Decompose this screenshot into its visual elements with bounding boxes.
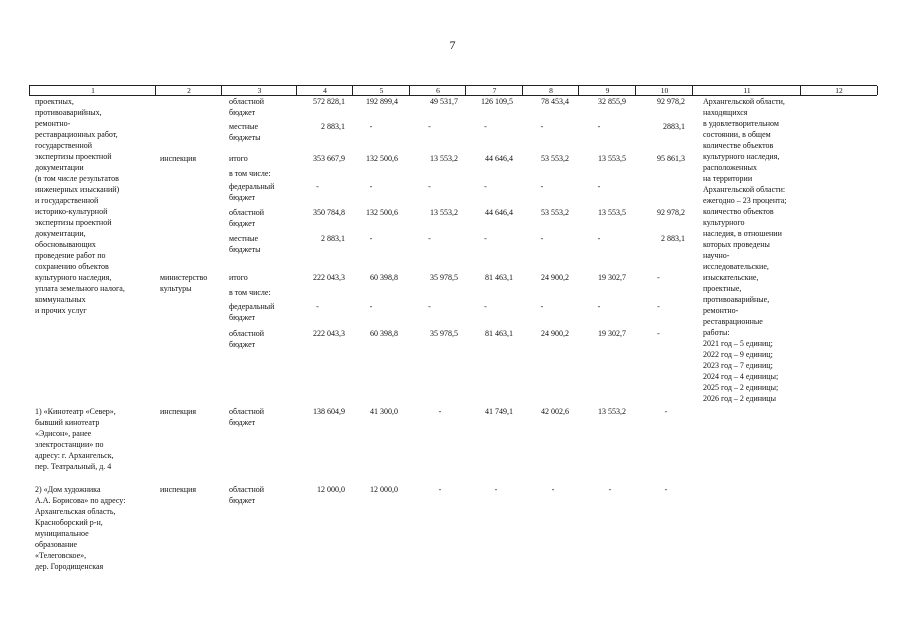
object-1-name: 1) «Кинотеатр «Север», бывший кинотеатр «Эдисон», ранее электростанции» по адресу: г. Архангельск, пер. Театральный, д. 4 [35, 407, 116, 471]
header-cell: 9 [578, 86, 636, 95]
budget-value: 35 978,5 [430, 329, 458, 338]
budget-value: - [369, 234, 373, 243]
budget-value: - [428, 122, 431, 131]
budget-value: - [597, 302, 601, 311]
budget-value: - [484, 302, 487, 311]
object-2-value: - [608, 485, 612, 494]
budget-row-label: областной бюджет [229, 97, 265, 117]
budget-value: - [540, 302, 544, 311]
object-2-value: - [438, 485, 442, 494]
budget-value: 13 553,2 [430, 208, 458, 217]
object-1-value: 42 002,6 [541, 407, 569, 416]
object-1-value: - [438, 407, 442, 416]
header-cell: 12 [800, 86, 878, 95]
budget-value: - [369, 182, 373, 191]
budget-value: 2 883,1 [321, 234, 345, 243]
executor-ministry: министерство культуры [160, 273, 208, 293]
budget-value: 92 978,2 [657, 208, 685, 217]
budget-value: 126 109,5 [481, 97, 513, 106]
budget-value: 44 646,4 [485, 208, 513, 217]
budget-value: - [316, 182, 319, 191]
object-2-value: - [551, 485, 555, 494]
header-cell: 6 [409, 86, 466, 95]
object-1-value: 41 749,1 [485, 407, 513, 416]
budget-value: 192 899,4 [366, 97, 398, 106]
budget-row-label: федеральный бюджет [229, 302, 275, 322]
budget-value: 2 883,1 [661, 234, 685, 243]
budget-value: 53 553,2 [541, 208, 569, 217]
budget-row-label: итого [229, 154, 248, 163]
budget-value: 92 978,2 [657, 97, 685, 106]
object-2-budget-label: областной бюджет [229, 485, 265, 505]
budget-value: 13 553,5 [598, 208, 626, 217]
budget-value: 32 855,9 [598, 97, 626, 106]
budget-value: 60 398,8 [370, 329, 398, 338]
budget-value: - [316, 302, 319, 311]
budget-value: - [597, 234, 601, 243]
budget-value: 353 667,9 [313, 154, 345, 163]
header-cell: 10 [635, 86, 693, 95]
object-2-value: 12 000,0 [370, 485, 398, 494]
page-number: 7 [449, 38, 456, 52]
budget-value: - [484, 182, 487, 191]
object-1-budget-label: областной бюджет [229, 407, 265, 427]
executor-inspection: инспекция [160, 154, 197, 163]
budget-value: 572 828,1 [313, 97, 345, 106]
budget-row-label: в том числе: [229, 169, 271, 178]
budget-value: 222 043,3 [313, 273, 345, 282]
budget-value: 49 531,7 [430, 97, 458, 106]
object-2-executor: инспекция [160, 485, 197, 494]
budget-value: 13 553,2 [430, 154, 458, 163]
budget-value: 81 463,1 [485, 273, 513, 282]
budget-value: 24 900,2 [541, 273, 569, 282]
header-cell: 2 [155, 86, 222, 95]
budget-value: - [657, 329, 660, 338]
budget-value: - [369, 302, 373, 311]
budget-value: - [428, 302, 431, 311]
budget-value: 19 302,7 [598, 273, 626, 282]
budget-value: 2883,1 [663, 122, 685, 131]
budget-row-label: федеральный бюджет [229, 182, 275, 202]
budget-value: - [369, 122, 373, 131]
budget-value: - [597, 182, 601, 191]
budget-value: 132 500,6 [366, 208, 398, 217]
budget-value: 95 861,3 [657, 154, 685, 163]
header-cell: 7 [465, 86, 523, 95]
activity-description: проектных, противоаварийных, ремонтно- реставрационных работ, государственной экспертизы проектной документации (в том числе результатов инженерных изысканий) и государственной историко-культурной экспертизы проектной документации, обосновывающих проведение работ по сохранению объектов культурного наследия, уплата земельного налога, коммунальных и прочих услуг [35, 97, 125, 315]
object-2-value: - [664, 485, 668, 494]
object-2-value: - [494, 485, 498, 494]
budget-row-label: в том числе: [229, 288, 271, 297]
budget-value: 2 883,1 [321, 122, 345, 131]
budget-value: 222 043,3 [313, 329, 345, 338]
budget-value: - [657, 302, 660, 311]
object-1-value: - [664, 407, 668, 416]
object-1-value: 13 553,2 [598, 407, 626, 416]
budget-value: 78 453,4 [541, 97, 569, 106]
header-cell: 8 [522, 86, 579, 95]
table-header [29, 85, 877, 96]
budget-value: - [657, 273, 660, 282]
budget-value: 13 553,5 [598, 154, 626, 163]
budget-row-label: местные бюджеты [229, 234, 261, 254]
budget-value: - [484, 234, 487, 243]
budget-value: 35 978,5 [430, 273, 458, 282]
header-cell: 1 [29, 86, 156, 95]
object-2-name: 2) «Дом художника А.А. Борисова» по адресу: Архангельская область, Красноборский р-н, муниципальное образование «Телеговское», дер. Городищенская [35, 485, 126, 571]
object-1-value: 41 300,0 [370, 407, 398, 416]
budget-value: 53 553,2 [541, 154, 569, 163]
header-cell: 4 [296, 86, 353, 95]
budget-value: 132 500,6 [366, 154, 398, 163]
budget-value: 350 784,8 [313, 208, 345, 217]
budget-value: 44 646,4 [485, 154, 513, 163]
budget-row-label: областной бюджет [229, 329, 265, 349]
budget-value: - [484, 122, 487, 131]
object-2-value: 12 000,0 [317, 485, 345, 494]
budget-row-label: итого [229, 273, 248, 282]
budget-value: - [540, 234, 544, 243]
budget-value: 24 900,2 [541, 329, 569, 338]
budget-value: 19 302,7 [598, 329, 626, 338]
target-indicators: Архангельской области, находящихся в удовлетворительном состоянии, в общем количестве объектов культурного наследия, расположенных на территории Архангельской области: ежегодно – 23 процента; количество объектов культурного наследия, в отношении которых проведены научно- исследовательские, изыскательские, проектные, противоаварийные, ремонтно- реставрационные работы: 2021 год – 5 единиц; 2022 год – 9 единиц; 2023 год – 7 единиц; 2024 год – 4 единицы; 2025 год – 2 единицы; 2026 год – 2 единицы [703, 97, 787, 403]
header-cell: 11 [692, 86, 801, 95]
budget-value: - [428, 234, 431, 243]
budget-value: 81 463,1 [485, 329, 513, 338]
object-1-executor: инспекция [160, 407, 197, 416]
budget-row-label: областной бюджет [229, 208, 265, 228]
object-1-value: 138 604,9 [313, 407, 345, 416]
header-cell: 5 [352, 86, 410, 95]
budget-value: - [597, 122, 601, 131]
budget-value: - [540, 182, 544, 191]
budget-row-label: местные бюджеты [229, 122, 261, 142]
budget-value: - [428, 182, 431, 191]
budget-value: - [540, 122, 544, 131]
header-cell: 3 [221, 86, 297, 95]
budget-value: 60 398,8 [370, 273, 398, 282]
